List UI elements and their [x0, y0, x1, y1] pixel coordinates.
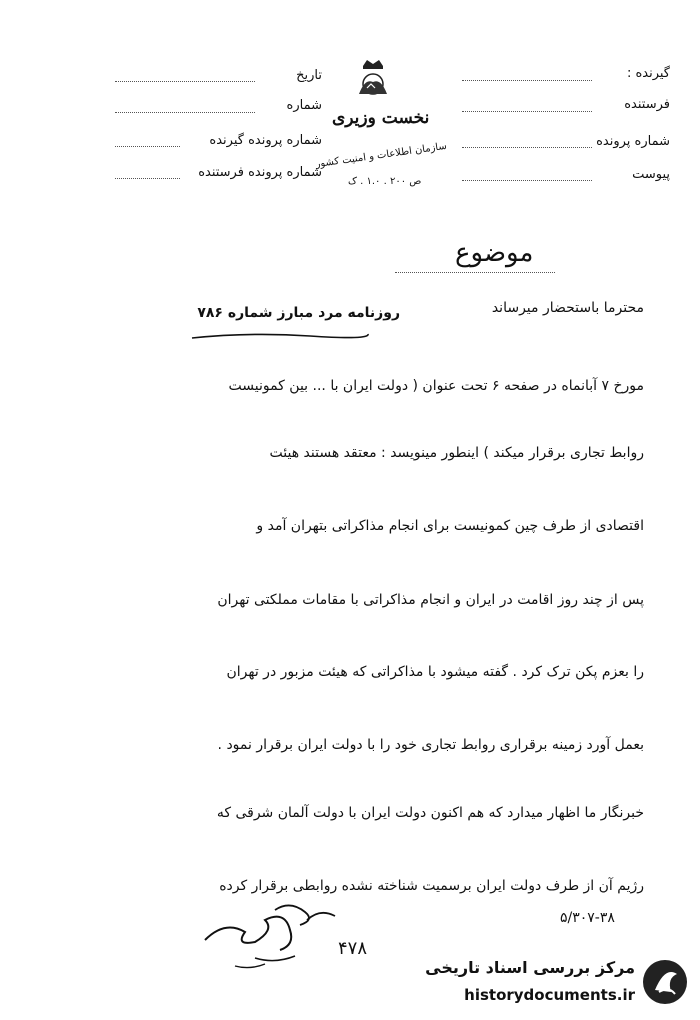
- subject-underline: [395, 272, 555, 273]
- crown-lion-icon: [351, 58, 395, 102]
- body-line-5: را بعزم پکن ترک کرد . گفته میشود با مذاکراتی که هیئت مزبور در تهران: [226, 664, 644, 680]
- office-code: ص ۲۰۰ . ۱.۰ . ک: [348, 176, 422, 187]
- recipient-dots: [462, 80, 592, 81]
- subject-label: موضوع: [455, 238, 534, 268]
- attachment-dots: [462, 180, 592, 181]
- body-line-8: رژیم آن از طرف دولت ایران برسمیت شناخته نشده روابطی برقرار کرده: [219, 878, 644, 894]
- sender-file-dots: [115, 178, 180, 179]
- recipient-file-label: شماره پرونده گیرنده: [209, 133, 322, 148]
- watermark: [405, 952, 695, 1014]
- number-label: شماره: [286, 98, 322, 113]
- archive-logo-icon: [641, 958, 689, 1006]
- body-line-4: پس از چند روز اقامت در ایران و انجام مذاکراتی با مقامات مملکتی تهران: [217, 592, 644, 608]
- body-line-7: خبرنگار ما اظهار میدارد که هم اکنون دولت ایران با دولت آلمان شرقی که: [216, 805, 644, 821]
- office-subtitle: سازمان اطلاعات و امنیت کشور: [314, 140, 448, 171]
- recipient-file-dots: [115, 146, 180, 147]
- body-line-3: اقتصادی از طرف چین کمونیست برای انجام مذاکراتی بتهران آمد و: [256, 518, 644, 534]
- reference-number: ۵/۳۰۷-۳۸: [560, 910, 615, 926]
- number-code-label: شماره پرونده: [596, 134, 670, 149]
- handwritten-underline: [190, 330, 370, 342]
- lion-and-sun-emblem: [338, 58, 408, 102]
- date-dots: [115, 81, 255, 82]
- sender-dots: [462, 111, 592, 112]
- number-dots: [115, 112, 255, 113]
- greeting-line: محترما باستحضار میرساند: [491, 300, 644, 316]
- number-code-dots: [462, 147, 592, 148]
- watermark-url: historydocuments.ir: [464, 986, 635, 1004]
- date-label: تاریخ: [296, 68, 322, 83]
- body-line-6: بعمل آورد زمینه برقراری روابط تجاری خود را با دولت ایران برقرار نمود .: [217, 737, 644, 753]
- attachment-label: پیوست: [632, 167, 670, 182]
- newspaper-reference: روزنامه مرد مبارز شماره ۷۸۶: [197, 305, 400, 321]
- recipient-label: گیرنده :: [626, 66, 670, 81]
- watermark-persian: مرکز بررسی اسناد تاریخی: [425, 958, 635, 977]
- sender-file-label: شماره پرونده فرستنده: [198, 165, 322, 180]
- signature-number: ۴۷۸: [338, 938, 368, 959]
- sender-label: فرستنده: [624, 97, 670, 112]
- office-title: نخست وزیری: [332, 108, 430, 128]
- body-line-2: روابط تجاری برقرار میکند ) اینطور مینویسد : معتقد هستند هیئت: [269, 445, 644, 461]
- body-line-1: مورخ ۷ آبانماه در صفحه ۶ تحت عنوان ( دولت ایران با ... بین کمونیست: [228, 378, 644, 394]
